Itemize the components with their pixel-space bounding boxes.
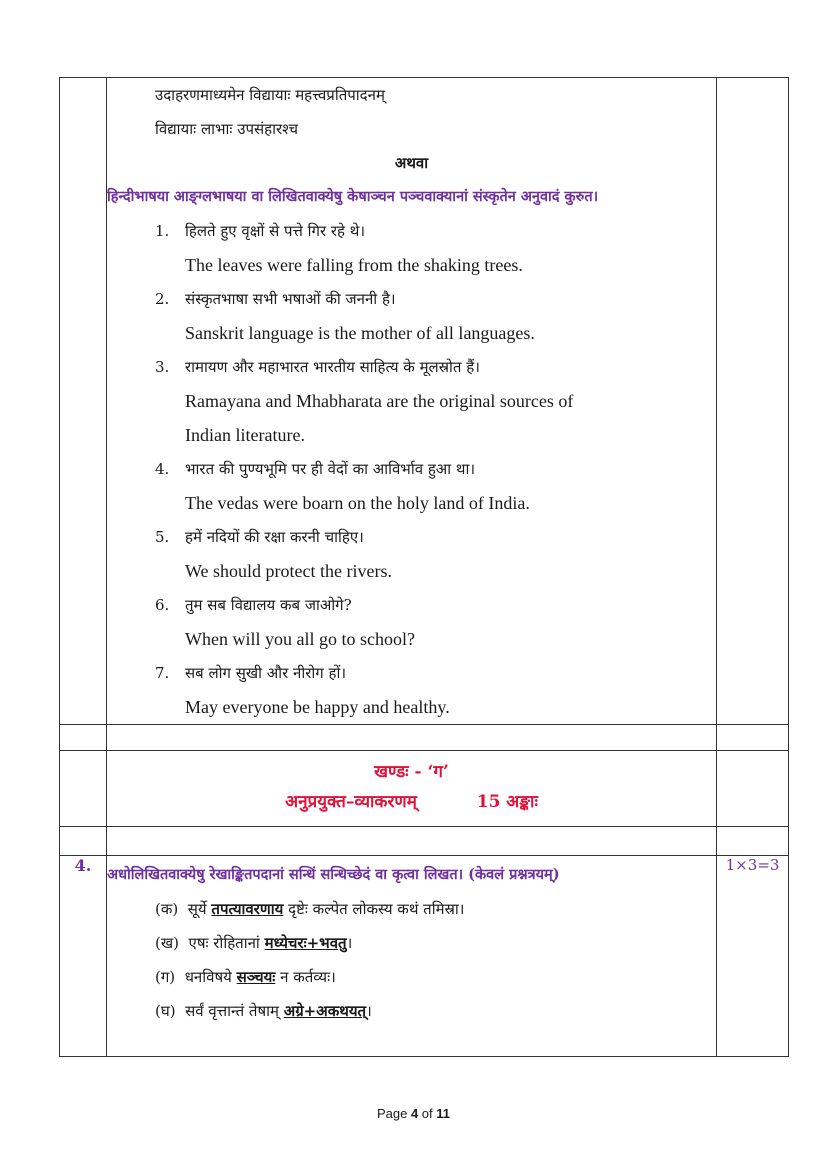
section-title: खण्डः - ‘ग’ <box>374 762 449 782</box>
sentence-english: When will you all go to school? <box>185 629 415 649</box>
sentence-number: 4. <box>155 460 170 478</box>
item-text-before: सूर्ये <box>187 900 207 918</box>
question-body-cell <box>107 856 717 1057</box>
sentence-number: 5. <box>155 528 170 546</box>
page-footer <box>0 1106 827 1121</box>
underlined-word: सञ्चयः <box>236 968 276 986</box>
item-text-after: । <box>366 1002 372 1020</box>
list-item <box>155 994 716 1028</box>
spacer-row <box>60 725 789 751</box>
page-total: 11 <box>436 1106 451 1121</box>
content-cell <box>107 78 717 725</box>
item-text-before: सर्वं वृत्तान्तं तेषाम् <box>185 1002 279 1020</box>
sentence-hindi: रामायण और महाभारत भारतीय साहित्य के मूलस्रोत हैं। <box>185 358 480 376</box>
or-label: अथवा <box>394 154 429 172</box>
sentence-number: 7. <box>155 664 170 682</box>
list-item <box>155 520 716 588</box>
sentence-english: We should protect the rivers. <box>185 561 392 581</box>
list-item <box>155 588 716 656</box>
list-item <box>155 960 716 994</box>
item-label: (घ) <box>155 1002 176 1020</box>
empty-cell <box>60 751 107 827</box>
sentence-hindi: संस्कृतभाषा सभी भषाओं की जननी है। <box>185 290 396 308</box>
question-marks: 1×3=3 <box>717 856 789 1057</box>
empty-cell <box>107 725 717 751</box>
question-number-cell <box>60 78 107 725</box>
sentence-number: 1. <box>155 222 170 240</box>
sentence-english: Ramayana and Mhabharata are the original sources of <box>185 391 574 411</box>
content-row <box>60 78 789 725</box>
sentence-english: May everyone be happy and healthy. <box>185 697 450 717</box>
spacer-row <box>60 827 789 856</box>
sentence-number: 3. <box>155 358 170 376</box>
footer-prefix: Page <box>376 1106 411 1121</box>
section-row <box>60 751 789 827</box>
sentence-english: Sanskrit language is the mother of all languages. <box>185 323 535 343</box>
list-item <box>155 350 716 452</box>
empty-cell <box>717 725 789 751</box>
item-text-after: न कर्तव्यः। <box>280 968 336 986</box>
question-row <box>60 856 789 1057</box>
underlined-word: तपत्यावरणाय <box>211 900 284 918</box>
list-item <box>155 282 716 350</box>
list-item <box>155 214 716 282</box>
sentence-number: 2. <box>155 290 170 308</box>
item-label: (क) <box>155 900 179 918</box>
translation-instruction: हिन्दीभाषया आङ्ग्लभाषया वा लिखितवाक्येषु केषाञ्चन पञ्चवाक्यानां संस्कृतेन अनुवादं कुरुत। <box>107 188 599 205</box>
item-label: (ग) <box>155 968 176 986</box>
underlined-word: अग्रे+अकथयत् <box>283 1002 367 1020</box>
item-label: (ख) <box>155 934 179 952</box>
list-item <box>155 656 716 724</box>
list-item <box>155 452 716 520</box>
empty-cell <box>107 827 717 856</box>
empty-cell <box>717 751 789 827</box>
page-number: 4 <box>410 1106 419 1121</box>
item-text-after: । <box>346 934 353 952</box>
sentence-english: The vedas were boarn on the holy land of India. <box>185 493 530 513</box>
sentence-hindi: भारत की पुण्यभूमि पर ही वेदों का आविर्भाव हुआ था। <box>185 460 476 478</box>
exam-table <box>59 77 789 1057</box>
section-heading-cell <box>107 751 717 827</box>
section-subtitle-line <box>107 787 716 817</box>
footer-middle: of <box>418 1106 437 1121</box>
section-subtitle: अनुप्रयुक्त–व्याकरणम् <box>285 792 417 812</box>
marks-cell <box>717 78 789 725</box>
sentence-list <box>107 214 716 724</box>
sentence-english: The leaves were falling from the shaking trees. <box>185 255 523 275</box>
section-marks: 15 अङ्काः <box>476 792 538 812</box>
essay-point-2: विद्यायाः लाभाः उपसंहारश्च <box>155 120 298 138</box>
item-text-after: दृष्टेः कल्पेत लोकस्य कथं तमिस्रा। <box>288 900 465 918</box>
empty-cell <box>60 827 107 856</box>
sentence-number: 6. <box>155 596 170 614</box>
sentence-hindi: सब लोग सुखी और नीरोग हों। <box>185 664 347 682</box>
empty-cell <box>717 827 789 856</box>
sentence-hindi: तुम सब विद्यालय कब जाओगे? <box>185 596 352 614</box>
question-items <box>107 892 716 1028</box>
underlined-word: मध्येचरः+भवतु <box>264 934 347 952</box>
sentence-hindi: हमें नदियों की रक्षा करनी चाहिए। <box>185 528 364 546</box>
essay-point-1: उदाहरणमाध्यमेन विद्यायाः महत्त्वप्रतिपादनम् <box>155 86 385 104</box>
question-instruction: अधोलिखितवाक्येषु रेखाङ्कितपदानां सन्धिं सन्धिच्छेदं वा कृत्वा लिखत। (केवलं प्रश्नत्रयम्) <box>107 866 560 883</box>
question-number: 4. <box>60 856 107 1057</box>
item-text-before: एषः रोहितानां <box>188 934 260 952</box>
list-item <box>155 892 716 926</box>
empty-cell <box>60 725 107 751</box>
sentence-english-continued: Indian literature. <box>185 425 305 445</box>
list-item <box>155 926 716 960</box>
sentence-hindi: हिलते हुए वृक्षों से पत्ते गिर रहे थे। <box>185 222 366 240</box>
item-text-before: धनविषये <box>184 968 232 986</box>
